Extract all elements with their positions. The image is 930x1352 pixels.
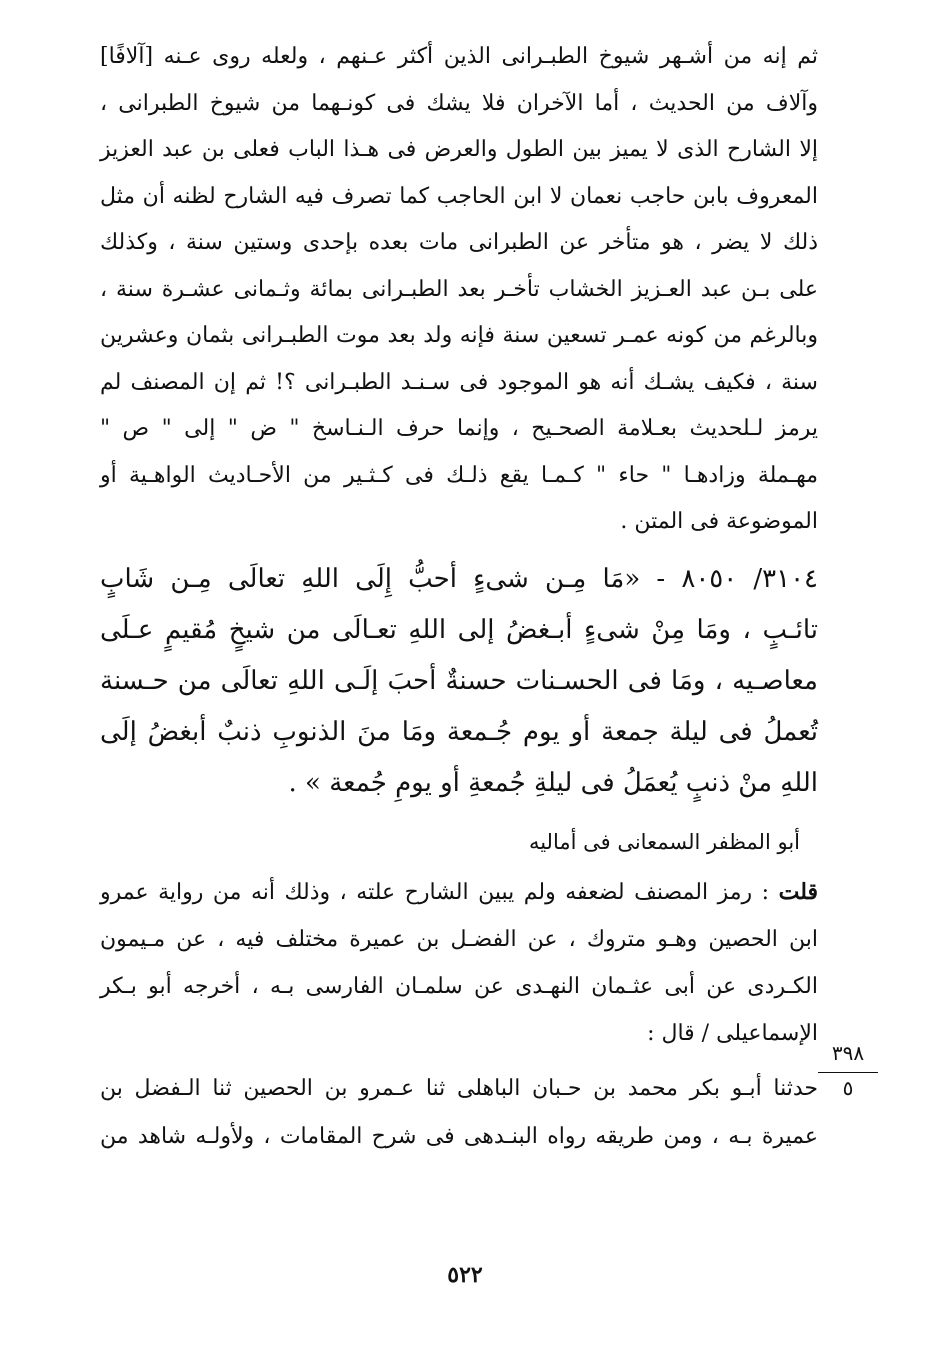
hadith-source: أبو المظفر السمعانى فى أماليه	[528, 829, 800, 854]
text-line: وآلاف من الحديث ، أما الآخران فلا يشك فى كونـهما من شيوخ الطبرانى ،	[100, 90, 818, 116]
text-line: سنة ، فكيف يشـك أنه هو الموجود فى سـنـد الطبـرانى ؟! ثم إن المصنف لم	[100, 369, 818, 395]
text-line: يرمز لـلحديث بعـلامة الصحـيح ، وإنما حرف الـنـاسخ " ض " إلى " ص "	[100, 416, 818, 441]
hadith-line: تائـبٍ ، ومَا مِنْ شىءٍ أبـغضُ إلى اللهِ تعـالَى من شيخٍ مُقيمٍ عـلَى	[100, 614, 818, 645]
text-line: ثم إنه من أشـهر شيوخ الطبـرانى الذين أكثر عـنهم ، ولعله روى عـنه [آلافًا]	[100, 44, 819, 69]
text-line: الموضوعة فى المتن .	[620, 509, 818, 534]
page-number: ٥٢٢	[447, 1262, 483, 1288]
continuation-paragraph	[100, 1065, 818, 1161]
text-line: مهـملة وزادهـا " حاء " كـمـا يقع ذلـك فى كـثـير من الأحـاديث الواهـية أو	[100, 462, 818, 488]
text-line: إلا الشارح الذى لا يميز بين الطول والعرض فى هـذا الباب فعلى بن عبد العزيز	[100, 137, 818, 162]
text-line: الكـردى عن أبى عثـمان النهـدى عن سلمـان الفارسى بـه ، أخرجه أبو بـكر	[100, 973, 818, 999]
commentary-label: قلت	[778, 878, 818, 905]
margin-reference-top: ٣٩٨	[831, 1041, 865, 1065]
text-span: : رمز المصنف لضعفه ولم يبين الشارح علته ، وذلك أنه من رواية عمرو	[100, 879, 779, 905]
text-line: ذلك لا يضر ، هو متأخر عن الطبرانى مات بعده بإحدى وستين سنة ، وكذلك	[100, 230, 818, 255]
hadith-line: اللهِ منْ ذنبٍ يُعمَلُ فى ليلةِ جُمعةِ أو يومِ جُمعة » .	[288, 767, 818, 798]
text-line: على بـن عبد العـزيز الخشاب تأخـر بعد الطبـرانى بمائة وثـمانى عشـرة سنة ،	[100, 276, 818, 302]
page-body	[100, 34, 818, 1161]
text-line: ابن الحصين وهـو متروك ، عن الفضـل بن عميرة مختلف فيه ، عن مـيمون	[100, 926, 818, 952]
text-line: حدثنا أبـو بكر محمد بن حـبان الباهلى ثنا عـمرو بن الحصين ثنا الـفضل بن	[100, 1075, 818, 1101]
hadith-text	[100, 554, 818, 809]
margin-reference	[818, 1040, 878, 1101]
hadith-line: معاصـيه ، ومَا فى الحسـنات حسنةٌ أحبَ إلَـى اللهِ تعالَى من حـسنة	[100, 665, 818, 696]
text-line: وبالرغم من كونه عمـر تسعين سنة فإنه ولد بعد موت الطبـرانى بثمان وعشرين	[100, 323, 818, 348]
text-line: عميرة بـه ، ومن طريقه رواه البنـدهى فى شرح المقامات ، ولأولـه شاهد من	[100, 1123, 818, 1149]
text-line: المعروف بابن حاجب نعمان لا ابن الحاجب كما تصرف فيه الشارح لظنه أن مثل	[100, 183, 818, 209]
hadith-line: ٣١٠٤/ ٨٠٥٠ - «مَا مِـن شىءٍ أحبُّ إِلَى اللهِ تعالَى مِـن شَابٍ	[100, 563, 819, 594]
intro-paragraph	[100, 34, 818, 546]
margin-reference-bottom: ٥	[842, 1076, 854, 1100]
text-line	[100, 869, 818, 916]
commentary-paragraph	[100, 869, 818, 1057]
margin-divider	[818, 1072, 878, 1073]
text-line: الإسماعيلى / قال :	[647, 1020, 818, 1046]
hadith-line: تُعملُ فى ليلة جمعة أو يوم جُـمعة ومَا منَ الذنوبِ ذنبٌ أبغضُ إلَى	[100, 716, 818, 747]
